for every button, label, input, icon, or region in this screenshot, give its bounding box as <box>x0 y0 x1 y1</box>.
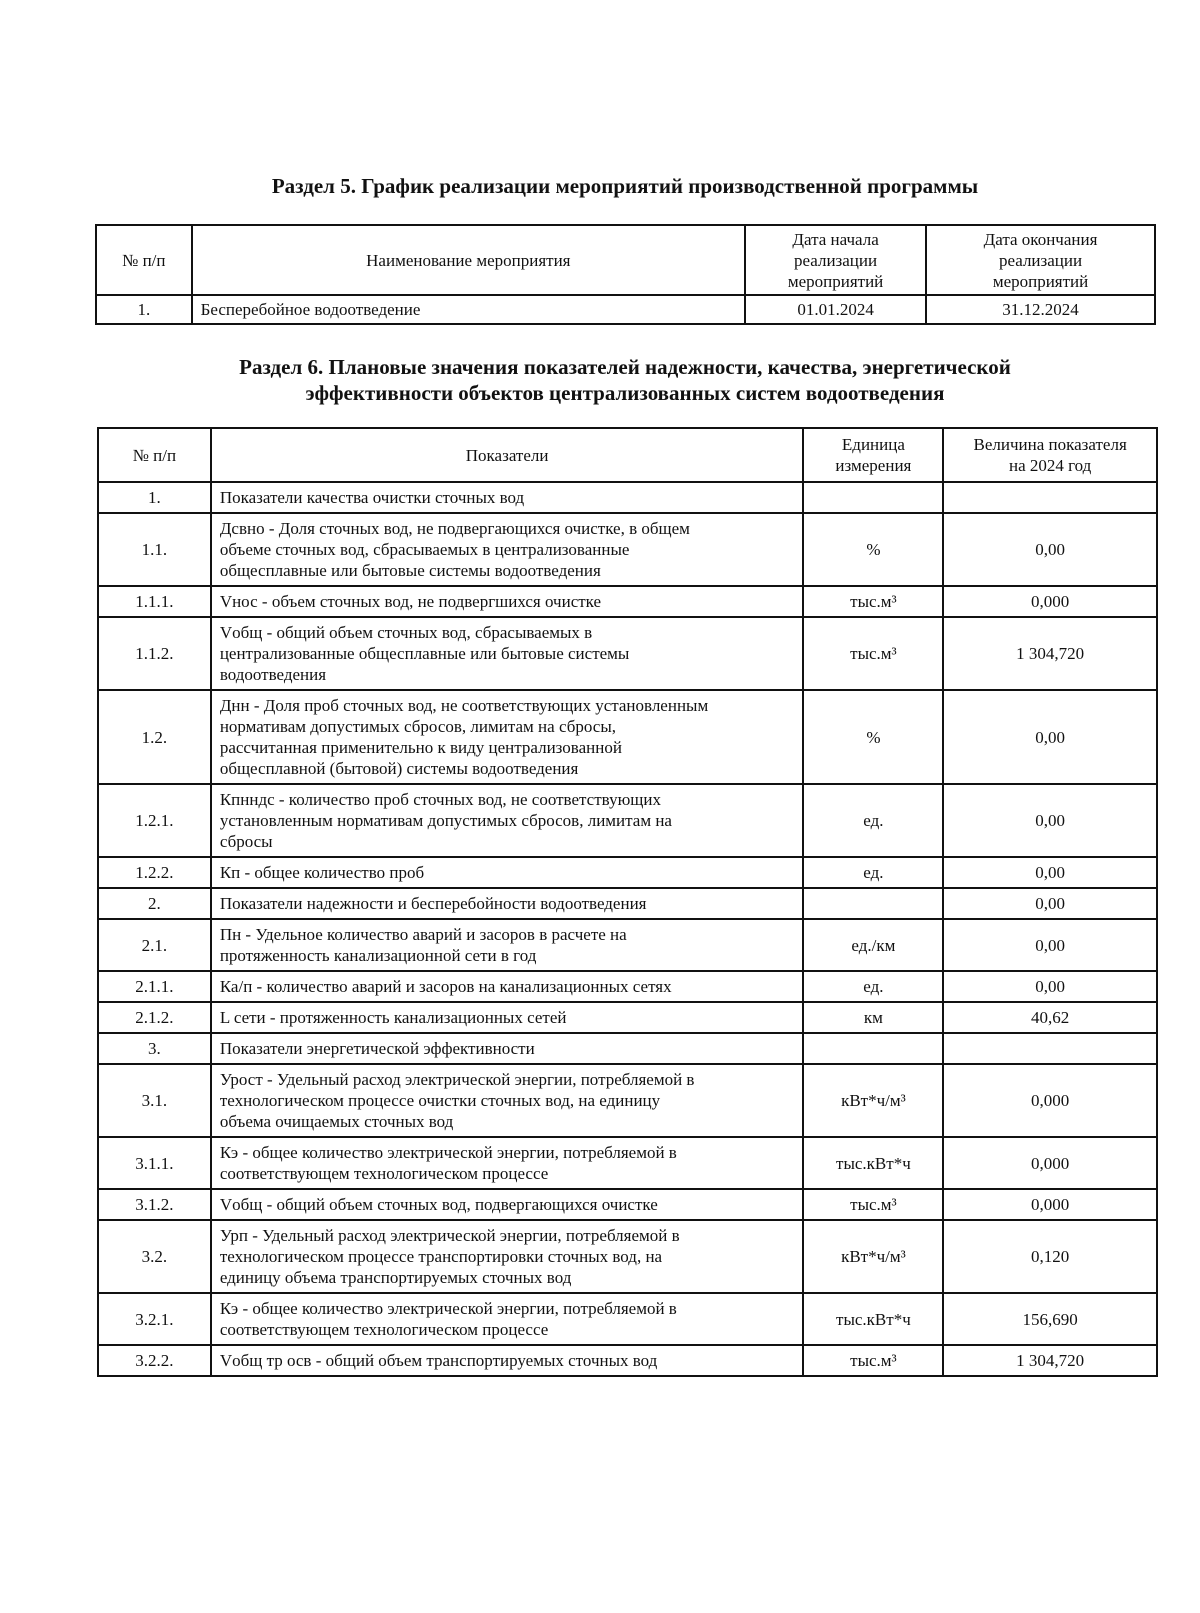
cell-value: 0,000 <box>943 1137 1157 1189</box>
table-row <box>98 919 1157 971</box>
cell-end-date: 31.12.2024 <box>926 295 1155 324</box>
table-row <box>98 586 1157 617</box>
cell-indicator: Урп - Удельный расход электрической энергии, потребляемой в технологическом процессе транспортировки сточных вод, на единицу объема транспортируемых сточных вод <box>211 1220 804 1293</box>
cell-unit: ед. <box>803 857 943 888</box>
cell-indicator: Показатели качества очистки сточных вод <box>211 482 804 513</box>
cell-indicator: Пн - Удельное количество аварий и засоров в расчете на протяженность канализационной сети в год <box>211 919 804 971</box>
cell-value: 0,00 <box>943 690 1157 784</box>
table-row <box>98 1293 1157 1345</box>
cell-unit <box>803 1033 943 1064</box>
table-row <box>98 482 1157 513</box>
cell-unit <box>803 888 943 919</box>
cell-unit: ед. <box>803 784 943 857</box>
cell-indicator: Кэ - общее количество электрической энергии, потребляемой в соответствующем технологическом процессе <box>211 1137 804 1189</box>
schedule-table-header <box>96 225 1155 295</box>
section6-title-line1: Раздел 6. Плановые значения показателей надежности, качества, энергетической <box>239 355 1011 379</box>
cell-num: 1.2.2. <box>98 857 211 888</box>
table-row <box>98 888 1157 919</box>
indicators-table-header <box>98 428 1157 482</box>
cell-value: 1 304,720 <box>943 617 1157 690</box>
cell-start-date: 01.01.2024 <box>745 295 926 324</box>
cell-indicator: L сети - протяженность канализационных сетей <box>211 1002 804 1033</box>
indicators-table <box>97 427 1158 1377</box>
cell-indicator: Vобщ тр осв - общий объем транспортируемых сточных вод <box>211 1345 804 1376</box>
cell-value: 0,120 <box>943 1220 1157 1293</box>
cell-num: 2.1. <box>98 919 211 971</box>
cell-name: Бесперебойное водоотведение <box>192 295 745 324</box>
cell-indicator: Vобщ - общий объем сточных вод, сбрасываемых в централизованные общесплавные или бытовые системы водоотведения <box>211 617 804 690</box>
table-row <box>98 1220 1157 1293</box>
table-row <box>98 1137 1157 1189</box>
table-row <box>98 690 1157 784</box>
table-row <box>98 1033 1157 1064</box>
cell-indicator: Кп - общее количество проб <box>211 857 804 888</box>
cell-value: 0,00 <box>943 888 1157 919</box>
section6-title <box>95 354 1155 406</box>
cell-num: 3.1.1. <box>98 1137 211 1189</box>
header-num: № п/п <box>96 225 192 295</box>
header-end-date: Дата окончания реализации мероприятий <box>926 225 1155 295</box>
header-unit: Единица измерения <box>803 428 943 482</box>
table-row <box>96 295 1155 324</box>
cell-unit: км <box>803 1002 943 1033</box>
header-value: Величина показателя на 2024 год <box>943 428 1157 482</box>
cell-unit: кВт*ч/м³ <box>803 1220 943 1293</box>
cell-value: 0,00 <box>943 513 1157 586</box>
header-start-date: Дата начала реализации мероприятий <box>745 225 926 295</box>
cell-num: 1. <box>96 295 192 324</box>
cell-num: 1.2.1. <box>98 784 211 857</box>
table-row <box>98 513 1157 586</box>
section6-title-line2: эффективности объектов централизованных систем водоотведения <box>305 381 945 405</box>
cell-indicator: Кэ - общее количество электрической энергии, потребляемой в соответствующем технологическом процессе <box>211 1293 804 1345</box>
cell-unit: тыс.кВт*ч <box>803 1137 943 1189</box>
cell-num: 2. <box>98 888 211 919</box>
table-row <box>98 1345 1157 1376</box>
header-num: № п/п <box>98 428 211 482</box>
header-indicators: Показатели <box>211 428 804 482</box>
cell-indicator: Показатели энергетической эффективности <box>211 1033 804 1064</box>
cell-indicator: Урост - Удельный расход электрической энергии, потребляемой в технологическом процессе очистки сточных вод, на единицу объема очищаемых сточных вод <box>211 1064 804 1137</box>
cell-num: 2.1.2. <box>98 1002 211 1033</box>
table-row <box>98 1002 1157 1033</box>
cell-num: 3.1. <box>98 1064 211 1137</box>
cell-num: 1.2. <box>98 690 211 784</box>
cell-indicator: Показатели надежности и бесперебойности водоотведения <box>211 888 804 919</box>
header-name: Наименование мероприятия <box>192 225 745 295</box>
schedule-table <box>95 224 1156 325</box>
cell-num: 3.2.2. <box>98 1345 211 1376</box>
table-row <box>98 1064 1157 1137</box>
cell-num: 1.1. <box>98 513 211 586</box>
cell-value <box>943 482 1157 513</box>
table-row <box>98 971 1157 1002</box>
cell-value: 0,000 <box>943 1064 1157 1137</box>
cell-indicator: Vобщ - общий объем сточных вод, подвергающихся очистке <box>211 1189 804 1220</box>
cell-num: 1.1.2. <box>98 617 211 690</box>
cell-unit: тыс.м³ <box>803 1345 943 1376</box>
cell-num: 1.1.1. <box>98 586 211 617</box>
cell-value <box>943 1033 1157 1064</box>
cell-num: 3.1.2. <box>98 1189 211 1220</box>
cell-value: 156,690 <box>943 1293 1157 1345</box>
cell-indicator: Дсвно - Доля сточных вод, не подвергающихся очистке, в общем объеме сточных вод, сбрасываемых в централизованные общесплавные или бытовые системы водоотведения <box>211 513 804 586</box>
cell-num: 3.2. <box>98 1220 211 1293</box>
cell-unit: % <box>803 513 943 586</box>
cell-unit: кВт*ч/м³ <box>803 1064 943 1137</box>
cell-value: 0,00 <box>943 784 1157 857</box>
section5-title: Раздел 5. График реализации мероприятий производственной программы <box>271 174 979 198</box>
table-row <box>98 784 1157 857</box>
table-row <box>98 1189 1157 1220</box>
cell-num: 2.1.1. <box>98 971 211 1002</box>
cell-num: 1. <box>98 482 211 513</box>
cell-num: 3.2.1. <box>98 1293 211 1345</box>
cell-value: 0,000 <box>943 586 1157 617</box>
cell-indicator: Ка/п - количество аварий и засоров на канализационных сетях <box>211 971 804 1002</box>
cell-unit: тыс.м³ <box>803 617 943 690</box>
table-row <box>98 617 1157 690</box>
cell-unit: ед. <box>803 971 943 1002</box>
cell-value: 0,00 <box>943 971 1157 1002</box>
cell-unit: тыс.м³ <box>803 586 943 617</box>
cell-unit: тыс.кВт*ч <box>803 1293 943 1345</box>
cell-indicator: Днн - Доля проб сточных вод, не соответствующих установленным нормативам допустимых сбросов, лимитам на сбросы, рассчитанная применительно к виду централизованной общесплавной (бытовой) системы водоотведения <box>211 690 804 784</box>
cell-num: 3. <box>98 1033 211 1064</box>
table-row <box>98 857 1157 888</box>
cell-unit: ед./км <box>803 919 943 971</box>
cell-indicator: Vнос - объем сточных вод, не подвергшихся очистке <box>211 586 804 617</box>
cell-indicator: Кпнндс - количество проб сточных вод, не соответствующих установленным нормативам допустимых сбросов, лимитам на сбросы <box>211 784 804 857</box>
cell-unit: % <box>803 690 943 784</box>
cell-value: 0,00 <box>943 857 1157 888</box>
cell-value: 0,000 <box>943 1189 1157 1220</box>
cell-value: 0,00 <box>943 919 1157 971</box>
cell-value: 1 304,720 <box>943 1345 1157 1376</box>
cell-value: 40,62 <box>943 1002 1157 1033</box>
cell-unit <box>803 482 943 513</box>
cell-unit: тыс.м³ <box>803 1189 943 1220</box>
